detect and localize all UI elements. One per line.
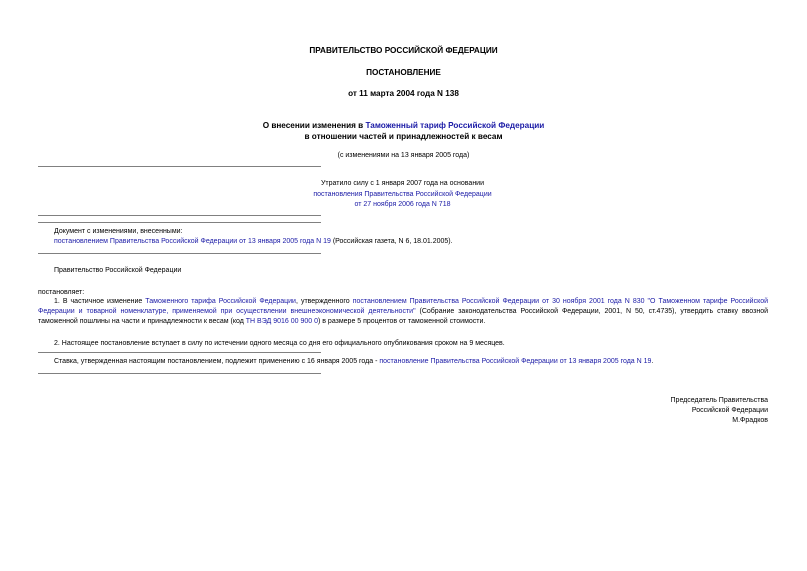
p1-text-2: , утвержденного — [295, 298, 353, 305]
divider — [38, 215, 321, 216]
changes-line — [54, 237, 453, 247]
expired-line: Утратило силу с 1 января 2007 года на основании — [320, 180, 485, 187]
amended-note: (с изменениями на 13 января 2005 года) — [337, 152, 470, 159]
rate-note — [54, 357, 653, 367]
divider — [38, 222, 321, 223]
changes-label: Документ с изменениями, внесенными: — [54, 228, 183, 235]
rate-note-end: . — [651, 358, 654, 365]
rate-note-text: Ставка, утвержденная настоящим постановлением, подлежит применению с 16 января 2005 года - — [54, 358, 380, 365]
signature-org: Российской Федерации — [691, 407, 768, 414]
p1-text-4: ) в размере 5 процентов от таможенной стоимости. — [317, 318, 486, 325]
doc-title — [0, 121, 807, 131]
expired-link-line2[interactable]: от 27 ноября 2006 года N 718 — [354, 201, 451, 208]
title-link-customs-tariff[interactable]: Таможенный тариф Российской Федерации — [365, 121, 545, 130]
expired-link-line1[interactable]: постановления Правительства Российской Федерации — [313, 191, 492, 198]
changes-suffix: (Российская газета, N 6, 18.01.2005). — [330, 238, 453, 245]
p1-text-3: (Собрание законодательства Российской Федерации, 2001, N 50, ст.4735), утвердить ставку ввозной таможенной пошлины на части и принадлежности к весам (код — [38, 308, 769, 325]
decrees-word: постановляет: — [38, 289, 85, 296]
p1-link-decree-830[interactable]: постановлением Правительства Российской Федерации от 30 ноября 2001 года N 830 "О Таможенном тарифе Российской Федерации и товарной номенклатуре, применяемой при осуществлении внешнеэкономической деятельности" — [38, 298, 769, 315]
divider — [38, 253, 321, 254]
doc-title-line2: в отношении частей и принадлежностей к весам — [304, 132, 503, 141]
divider — [38, 352, 321, 353]
changes-link[interactable]: постановлением Правительства Российской Федерации от 13 января 2005 года N 19 — [54, 238, 331, 245]
paragraph-1 — [38, 297, 768, 327]
p1-link-hs-code[interactable]: ТН ВЭД 9016 00 900 0 — [245, 318, 318, 325]
p1-link-customs-tariff[interactable]: Таможенного тарифа Российской Федерации — [145, 298, 296, 305]
signature-block — [671, 396, 768, 426]
government-line: Правительство Российской Федерации — [54, 267, 182, 274]
doc-title-prefix: О внесении изменения в — [262, 121, 366, 130]
header-government: ПРАВИТЕЛЬСТВО РОССИЙСКОЙ ФЕДЕРАЦИИ — [309, 46, 498, 55]
rate-note-link[interactable]: постановление Правительства Российской Федерации от 13 января 2005 года N 19 — [379, 358, 652, 365]
divider — [38, 373, 321, 374]
p1-text-1: 1. В частичное изменение — [54, 298, 146, 305]
paragraph-2: 2. Настоящее постановление вступает в силу по истечении одного месяца со дня его официального опубликования сроком на 9 месяцев. — [54, 340, 505, 347]
header-date-number: от 11 марта 2004 года N 138 — [348, 89, 459, 98]
header-doc-type: ПОСТАНОВЛЕНИЕ — [366, 68, 441, 77]
signature-name: М.Фрадков — [732, 417, 768, 424]
signature-title: Председатель Правительства — [670, 397, 768, 404]
divider — [38, 166, 321, 167]
